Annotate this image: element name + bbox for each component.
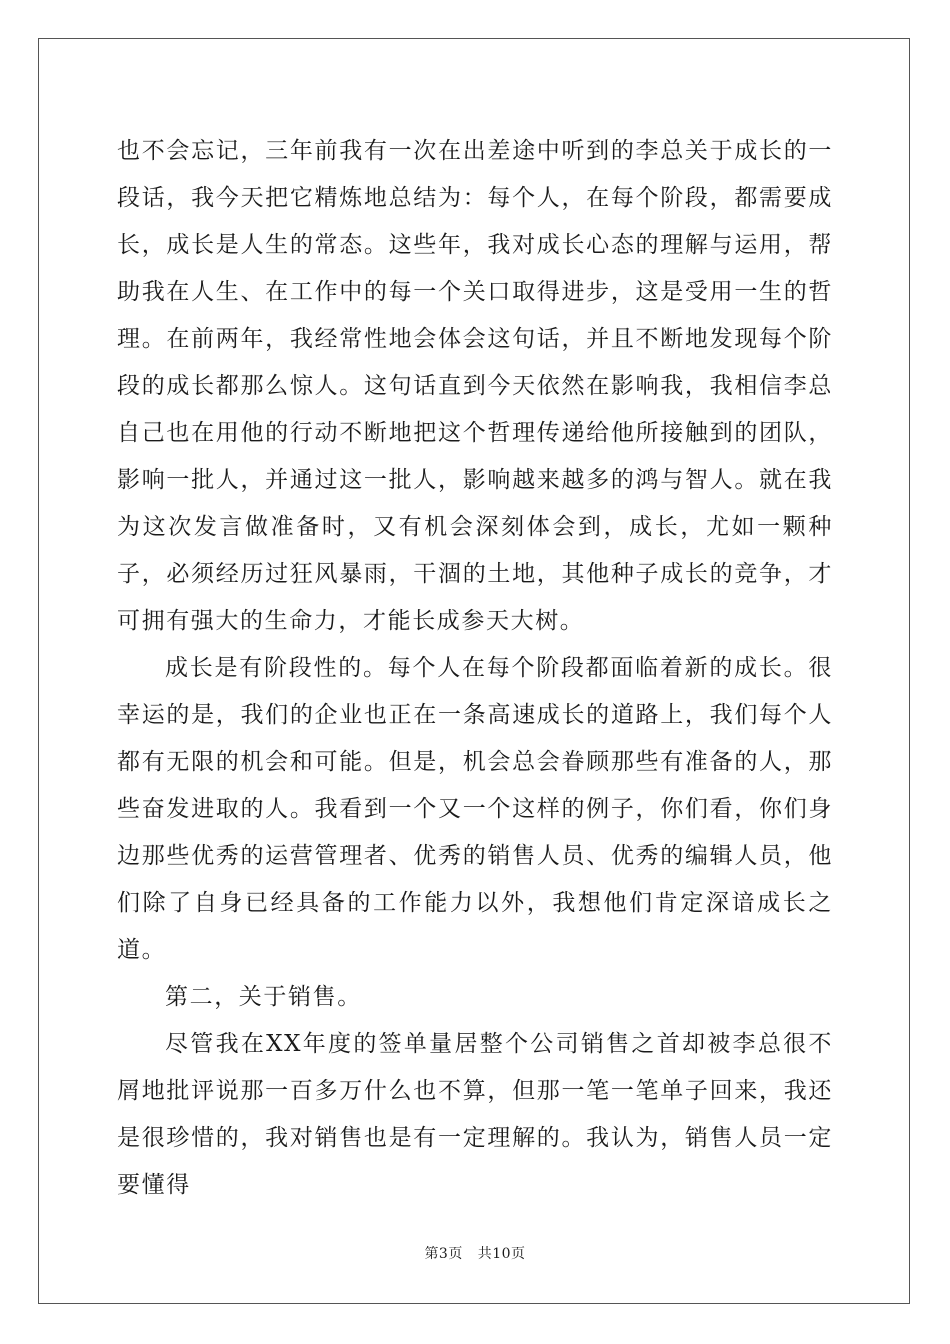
paragraph-3-heading: 第二，关于销售。 (165, 984, 362, 1010)
paragraph-1: 也不会忘记，三年前我有一次在出差途中听到的李总关于成长的一段话，我今天把它精炼地总结为：每个人，在每个阶段，都需要成长，成长是人生的常态。这些年，我对成长心态的理解与运用，帮助我在人生、在工作中的每一个关口取得进步，这是受用一生的哲理。在前两年，我经常性地会体会这句话，并且不断地发现每个阶段的成长都那么惊人。这句话直到今天依然在影响我，我相信李总自己也在用他的行动不断地把这个哲理传递给他所接触到的团队，影响一批人，并通过这一批人，影响越来越多的鸿与智人。就在我为这次发言做准备时，又有机会深刻体会到，成长，尤如一颗种子，必须经历过狂风暴雨，干涸的土地，其他种子成长的竞争，才可拥有强大的生命力，才能长成参天大树。 (117, 138, 833, 634)
page-footer (0, 1244, 950, 1264)
document-body (117, 128, 833, 1209)
page-number: 第3页 (424, 1246, 463, 1262)
page-total: 共10页 (477, 1246, 526, 1262)
paragraph-4: 尽管我在XX年度的签单量居整个公司销售之首却被李总很不屑地批评说那一百多万什么也不算，但那一笔一笔单子回来，我还是很珍惜的，我对销售也是有一定理解的。我认为，销售人员一定要懂得 (117, 1031, 833, 1198)
paragraph-2: 成长是有阶段性的。每个人在每个阶段都面临着新的成长。很幸运的是，我们的企业也正在一条高速成长的道路上，我们每个人都有无限的机会和可能。但是，机会总会眷顾那些有准备的人，那些奋发进取的人。我看到一个又一个这样的例子，你们看，你们身边那些优秀的运营管理者、优秀的销售人员、优秀的编辑人员，他们除了自身已经具备的工作能力以外，我想他们肯定深谙成长之道。 (117, 655, 833, 963)
